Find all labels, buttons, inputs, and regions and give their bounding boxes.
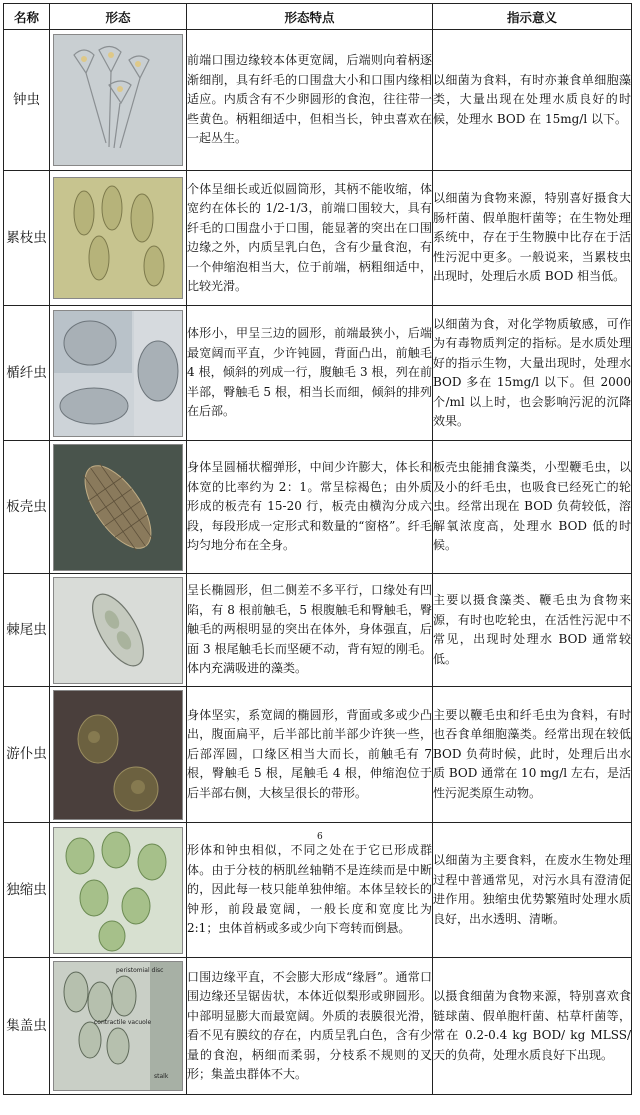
features-text: 口围边缘平直，不会膨大形成“缘唇”。通常口围边缘还呈锯齿状，本体近似梨形或卵圆形。中部明显膨大而最宽阔。外质的表膜很光滑，看不见有膜纹的存在，内质呈乳白色，含有少量的食泡，柄细而柔弱，分枝系不规则的叉形；集盖虫群体不大。	[187, 958, 433, 1095]
morphology-cell	[50, 306, 187, 441]
significance-text: 以细菌为食料，有时亦兼食单细胞藻类，大量出现在处理水质良好的时候，处理水 BOD 在 15mg/l 以下。	[433, 30, 632, 171]
features-text: 呈长椭圆形，但二侧差不多平行，口缘处有凹陷，有 8 根前触毛，5 根腹触毛和臀触毛，臀触毛的两根明显的突出在体外，身体强直，后面 3 根尾触毛长而坚硬不动，背有短的刚毛。体内充满吸进的藻类。	[187, 574, 433, 687]
micrograph-stylonychia	[53, 577, 183, 684]
photo-label-vacuole: contractile vacuole	[94, 1019, 152, 1026]
organism-name: 楯纤虫	[4, 306, 50, 441]
protozoa-table	[3, 3, 632, 1095]
micrograph-carchesium	[53, 827, 183, 954]
morphology-cell	[50, 30, 187, 171]
significance-text: 以摄食细菌为食物来源，特别喜欢食链球菌、假单胞杆菌、枯草杆菌等，常在 0.2-0.4 kg BOD/ kg MLSS/天的负荷，处理水质良好下出现。	[433, 958, 632, 1095]
morphology-cell	[50, 687, 187, 823]
header-features: 形态特点	[187, 4, 433, 30]
table-row	[4, 171, 632, 306]
features-text: 体形小，甲呈三边的圆形，前端最狭小，后端最宽阔而平直，少许钝圆，背面凸出，前触毛 4 根，倾斜的列成一行，腹触毛 3 根，列在前半部，臀触毛 5 根，相当长而细，倾斜的排列在后部。	[187, 306, 433, 441]
significance-text: 以细菌为主要食料，在废水生物处理过程中普通常见，对污水具有澄清促进作用。独缩虫优势繁殖时处理水质良好，出水透明、清晰。	[433, 823, 632, 958]
morphology-cell	[50, 171, 187, 306]
header-morphology: 形态	[50, 4, 187, 30]
table-row	[4, 306, 632, 441]
table-row	[4, 687, 632, 823]
morphology-cell	[50, 574, 187, 687]
micrograph-coleps	[53, 444, 183, 571]
photo-label-peristomial: peristomial disc	[116, 967, 164, 974]
significance-text: 以细菌为食，对化学物质敏感，可作为有毒物质判定的指标。是水质处理好的指示生物，大量出现时，处理水 BOD 多在 15mg/l 以下。但 2000 个/ml 以上时，也会影响污泥的沉降效果。	[433, 306, 632, 441]
organism-name: 棘尾虫	[4, 574, 50, 687]
organism-name: 集盖虫	[4, 958, 50, 1095]
features-text: 身体坚实，系宽阔的椭圆形，背面或多或少凸出，腹面扁平，后半部比前半部少许狭一些，后部浑圆，口缘区相当大而长，前触毛有 7 根，臀触毛 5 根，尾触毛 4 根，伸缩泡位于后半部右侧，大核呈很长的带形。	[187, 687, 433, 823]
organism-name: 板壳虫	[4, 441, 50, 574]
organism-name: 独缩虫	[4, 823, 50, 958]
micrograph-aspidisca	[53, 310, 183, 437]
table-row	[4, 958, 632, 1095]
significance-text: 主要以摄食藻类、鞭毛虫为食物来源，有时也吃轮虫，在活性污泥中不常见，出现时处理水 BOD 通常较低。	[433, 574, 632, 687]
table-row	[4, 441, 632, 574]
micrograph-opercularia	[53, 961, 183, 1091]
features-text: 前端口围边缘较本体更宽阔，后端则向着柄逐渐细削，具有纤毛的口围盘大小和口围内缘相适应。内质含有不少卵圆形的食泡，往往带一些黄色。柄粗细适中，但相当长，钟虫喜欢在一起丛生。	[187, 30, 433, 171]
morphology-cell	[50, 441, 187, 574]
organism-name: 累枝虫	[4, 171, 50, 306]
header-name: 名称	[4, 4, 50, 30]
micrograph-vorticella	[53, 34, 183, 166]
table-row	[4, 823, 632, 958]
significance-text: 主要以鞭毛虫和纤毛虫为食料，有时也吞食单细胞藻类。经常出现在较低 BOD 负荷时候，此时，处理后出水质 BOD 通常在 10 mg/l 左右，是活性污泥类原生动物。	[433, 687, 632, 823]
features-text: 身体呈圆桶状榴弹形，中间少许膨大，体长和体宽的比率约为 2：1。常呈棕褐色；由外质形成的板壳有 15-20 行，板壳由横沟分成六段，每段形成一定形式和数量的“窗格”。纤毛均匀地分布在全身。	[187, 441, 433, 574]
morphology-cell	[50, 823, 187, 958]
table-row	[4, 574, 632, 687]
photo-label-stalk: stalk	[154, 1073, 169, 1080]
significance-text: 板壳虫能捕食藻类，小型鞭毛虫，以及小的纤毛虫，也吸食已经死亡的轮虫。经常出现在 BOD 负荷较低，溶解氧浓度高，处理水 BOD 低的时候。	[433, 441, 632, 574]
micrograph-euplotes	[53, 690, 183, 820]
document-table-container	[3, 3, 632, 1095]
micrograph-epistylis	[53, 177, 183, 299]
header-significance: 指示意义	[433, 4, 632, 30]
morphology-cell	[50, 958, 187, 1095]
table-header-row	[4, 4, 632, 30]
significance-text: 以细菌为食物来源，特别喜好摄食大肠杆菌、假单胞杆菌等；在生物处理系统中，存在于生物膜中比存在于活性污泥中更多。一般说来，当累枝虫出现时，处理后水质 BOD 相当低。	[433, 171, 632, 306]
organism-name: 游仆虫	[4, 687, 50, 823]
features-text: 形体和钟虫相似，不同之处在于它已形成群体。由于分枝的柄肌丝轴鞘不是连续而是中断的，因此每一枝只能单独伸缩。本体呈较长的钟形，前段最宽阔，一般长度和宽度比为 2:1；虫体首柄或多或少向下弯转而倒悬。	[187, 823, 433, 958]
organism-name: 钟虫	[4, 30, 50, 171]
table-row	[4, 30, 632, 171]
page-number: 6	[317, 832, 323, 842]
features-text: 个体呈细长或近似圆筒形，其柄不能收缩，体宽约在体长的 1/2-1/3，前端口围较大，具有纤毛的口围盘小于口围，能显著的突出在口围边缘之外，内质呈乳白色，含有少量食泡，有一个伸缩泡相当大，位于前端，柄粗细适中，比较光滑。	[187, 171, 433, 306]
